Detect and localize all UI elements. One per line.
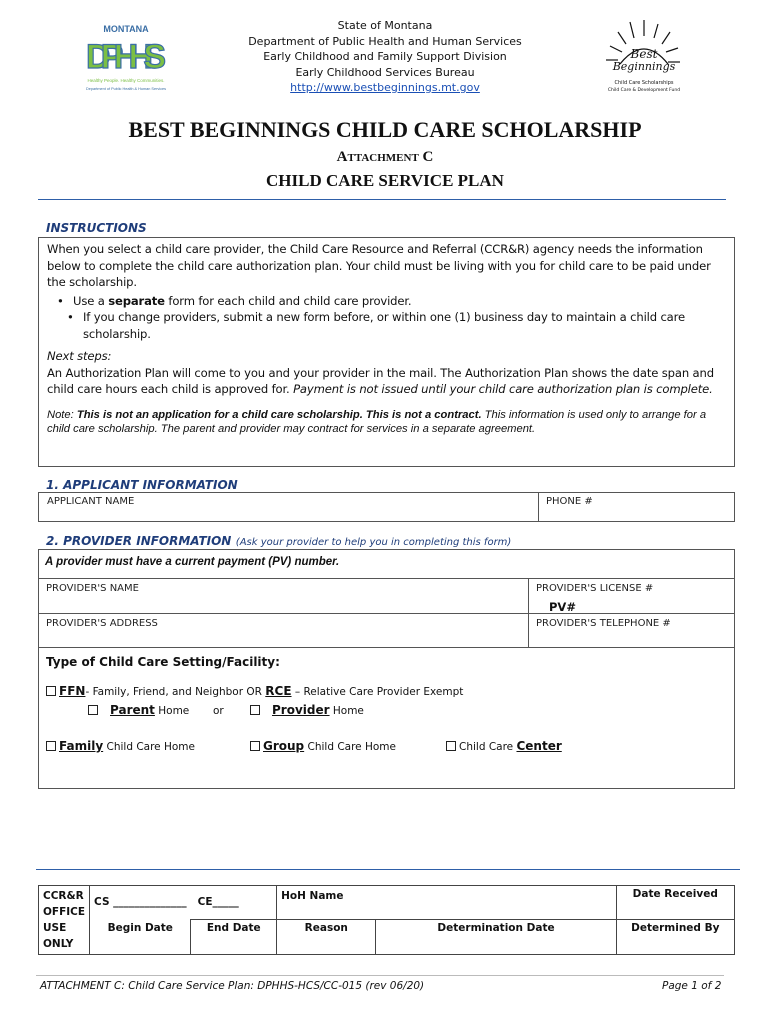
logo-tagline-2: Department of Public Health & Human Services	[86, 87, 166, 91]
next-steps-label: Next steps:	[47, 349, 112, 363]
provider-heading: 2. PROVIDER INFORMATION	[46, 534, 232, 548]
instructions-paragraph: When you select a child care provider, the Child Care Resource and Referral (CCR&R) agency needs the information below to complete the child care authorization plan. Your child must be living with you for child care to be paid under the scholarship.	[47, 242, 711, 289]
group-text: Child Care Home	[304, 741, 396, 753]
header-division: Early Childhood and Family Support Division	[263, 50, 507, 63]
office-reason: Reason	[277, 920, 376, 955]
logo-beginnings-text: Beginnings	[612, 60, 676, 73]
provider-row-rule-1	[39, 578, 734, 579]
note-bold: This is not an application for a child care scholarship. This is not a contract.	[76, 408, 482, 421]
office-use-table	[38, 885, 735, 955]
provider-home-text: Home	[329, 705, 364, 717]
group-checkbox[interactable]	[250, 741, 260, 751]
bullet-separate-form: • Use a separate form for each child and child care provider.	[57, 293, 412, 308]
applicant-name-label: APPLICANT NAME	[47, 496, 135, 507]
center-label: Center	[516, 739, 562, 753]
provider-box	[38, 549, 735, 789]
office-cs: CS ______________	[94, 896, 187, 908]
pv-note: A provider must have a current payment (PV) number.	[45, 556, 340, 568]
footer-form-id: ATTACHMENT C: Child Care Service Plan: DPHHS-HCS/CC-015 (rev 06/20)	[40, 980, 425, 992]
note-rest: This information is used only to arrange for a child care scholarship. The parent and provider may contract for services in a separate agreement.	[47, 408, 707, 435]
instructions-box	[38, 237, 735, 467]
setting-type-heading: Type of Child Care Setting/Facility:	[46, 655, 280, 669]
next-steps-italic: Payment is not issued until your child care authorization plan is complete.	[293, 382, 713, 396]
next-steps-body: An Authorization Plan will come to you and your provider in the mail. The Authorization Plan shows the date span and child care hours each child is approved for.	[47, 365, 714, 396]
provider-heading-note: (Ask your provider to help you in completing this form)	[235, 537, 512, 548]
document-title: BEST BEGINNINGS CHILD CARE SCHOLARSHIP	[128, 117, 642, 142]
center-pre: Child Care	[459, 741, 517, 753]
provider-heading-row	[46, 532, 511, 550]
ffn-text: - Family, Friend, and Neighbor OR	[85, 686, 266, 698]
office-determination-date: Determination Date	[376, 920, 616, 955]
header-department: Department of Public Health and Human Services	[248, 34, 522, 48]
option-center	[446, 739, 562, 753]
applicant-divider	[538, 493, 539, 521]
applicant-phone-label: PHONE #	[546, 496, 593, 507]
footer-rule	[36, 975, 724, 976]
pv-number-label: PV#	[549, 600, 576, 614]
logo-sub-1: Child Care Scholarships	[614, 80, 674, 86]
applicant-heading: 1. APPLICANT INFORMATION	[46, 478, 238, 492]
office-cs-ce	[90, 886, 277, 920]
applicant-box	[38, 492, 735, 522]
or-text: or	[213, 705, 224, 717]
provider-home-label: Provider	[272, 703, 330, 717]
parent-label: Parent	[110, 703, 155, 717]
logo-best-text: Best	[630, 47, 658, 61]
header-state: State of Montana	[337, 19, 433, 32]
office-determined-by: Determined By	[616, 920, 734, 955]
office-end-date: End Date	[191, 920, 277, 955]
family-text: Child Care Home	[103, 741, 195, 753]
provider-license-label: PROVIDER'S LICENSE #	[536, 583, 654, 594]
attachment-label: Attachment C	[336, 149, 434, 165]
office-ce: CE_____	[197, 896, 239, 908]
footer-page-number: Page 1 of 2	[662, 980, 722, 992]
provider-row-rule-3	[39, 647, 734, 648]
title-rule	[38, 199, 726, 200]
center-checkbox[interactable]	[446, 741, 456, 751]
provider-name-label: PROVIDER'S NAME	[46, 583, 139, 594]
parent-home-checkbox[interactable]	[88, 705, 98, 715]
provider-address-label: PROVIDER'S ADDRESS	[46, 618, 158, 629]
bullet-1-pre: Use a	[73, 293, 109, 308]
ffn-label: FFN	[59, 684, 86, 698]
rce-text: – Relative Care Provider Exempt	[291, 686, 464, 698]
best-beginnings-logo	[600, 20, 684, 100]
provider-row-rule-2	[39, 613, 734, 614]
rce-label: RCE	[265, 684, 292, 698]
provider-telephone-label: PROVIDER'S TELEPHONE #	[536, 618, 671, 629]
bullet-change-providers: • If you change providers, submit a new form before, or within one (1) business day to maintain a child care scholarship.	[67, 310, 685, 341]
bullet-2-text: If you change providers, submit a new form before, or within one (1) business day to maintain a child care scholarship.	[83, 310, 685, 341]
option-provider-home	[250, 703, 364, 717]
logo-montana-text: MONTANA	[103, 24, 149, 34]
office-use-label: CCR&R OFFICE USE ONLY	[39, 886, 90, 955]
agency-header	[230, 18, 540, 96]
option-family	[46, 739, 195, 753]
ffn-checkbox[interactable]	[46, 686, 56, 696]
dphhs-logo	[84, 22, 168, 100]
office-begin-date: Begin Date	[90, 920, 191, 955]
family-checkbox[interactable]	[46, 741, 56, 751]
logo-sub-2: Child Care & Development Fund	[607, 88, 681, 93]
document-subtitle: CHILD CARE SERVICE PLAN	[266, 171, 504, 190]
provider-home-checkbox[interactable]	[250, 705, 260, 715]
instructions-heading: INSTRUCTIONS	[46, 221, 147, 235]
family-label: Family	[59, 739, 104, 753]
parent-home-text: Home	[154, 705, 190, 717]
option-group	[250, 739, 396, 753]
option-ffn-rce	[46, 684, 463, 698]
next-steps-text	[47, 365, 726, 398]
group-label: Group	[263, 739, 305, 753]
note-label: Note:	[47, 408, 77, 421]
bullet-1-bold: separate	[108, 293, 165, 308]
office-hoh: HoH Name	[277, 886, 616, 920]
website-link[interactable]: http://www.bestbeginnings.mt.gov	[290, 81, 480, 94]
office-date-received: Date Received	[616, 886, 734, 920]
logo-dphhs-text: DPHHS	[86, 38, 166, 76]
logo-tagline-1: Healthy People. Healthy Communities.	[87, 78, 165, 83]
office-rule	[36, 869, 740, 870]
option-parent-home	[88, 703, 189, 717]
note-text	[47, 408, 726, 436]
header-bureau: Early Childhood Services Bureau	[295, 65, 475, 79]
bullet-1-post: form for each child and child care provider.	[164, 293, 412, 308]
